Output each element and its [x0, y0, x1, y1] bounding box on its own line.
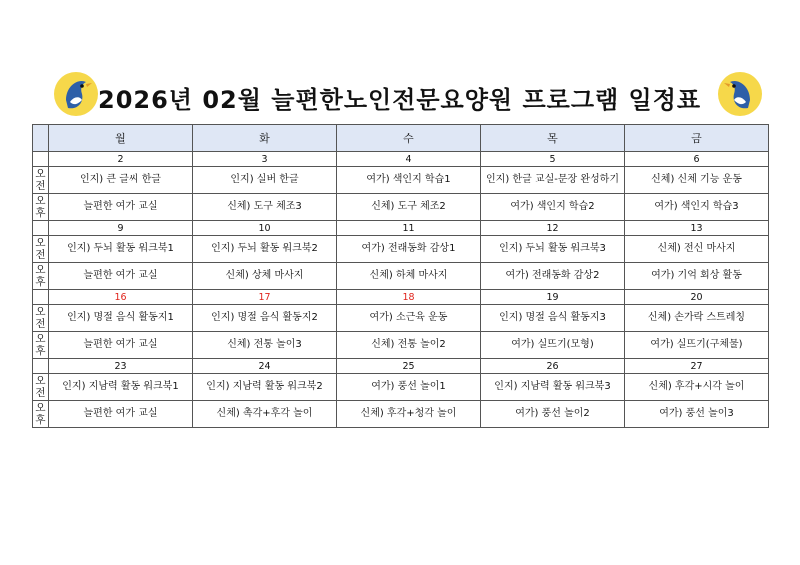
activity-cell: 인지) 두뇌 활동 워크북2: [193, 236, 337, 263]
activity-cell: 여가) 색인지 학습2: [481, 194, 625, 221]
date-row-side: [33, 359, 49, 374]
am-label: 오 전: [33, 374, 49, 401]
bird-icon: [716, 70, 764, 118]
header-thu: 목: [481, 125, 625, 152]
am-row: [33, 167, 769, 194]
activity-cell: 여가) 풍선 놀이1: [337, 374, 481, 401]
activity-cell: 인지) 명절 음식 활동지3: [481, 305, 625, 332]
activity-cell: 여가) 전래동화 감상2: [481, 263, 625, 290]
activity-cell: 늘편한 여가 교실: [49, 332, 193, 359]
activity-cell: 늘편한 여가 교실: [49, 263, 193, 290]
header-row: [33, 125, 769, 152]
date-cell: 27: [625, 359, 769, 374]
pm-row: [33, 194, 769, 221]
am-label: 오 전: [33, 236, 49, 263]
pm-row: [33, 263, 769, 290]
activity-cell: 신체) 하체 마사지: [337, 263, 481, 290]
date-cell: 13: [625, 221, 769, 236]
date-row-side: [33, 152, 49, 167]
activity-cell: 신체) 손가락 스트레칭: [625, 305, 769, 332]
pm-row: [33, 401, 769, 428]
activity-cell: 인지) 지남력 활동 워크북2: [193, 374, 337, 401]
activity-cell: 신체) 도구 체조2: [337, 194, 481, 221]
header-fri: 금: [625, 125, 769, 152]
activity-cell: 인지) 두뇌 활동 워크북1: [49, 236, 193, 263]
activity-cell: 신체) 후각+청각 놀이: [337, 401, 481, 428]
date-cell: 2: [49, 152, 193, 167]
activity-cell: 신체) 전신 마사지: [625, 236, 769, 263]
header-tue: 화: [193, 125, 337, 152]
date-cell: 24: [193, 359, 337, 374]
activity-cell: 신체) 후각+시각 놀이: [625, 374, 769, 401]
activity-cell: 인지) 명절 음식 활동지1: [49, 305, 193, 332]
date-cell: 4: [337, 152, 481, 167]
date-cell: 23: [49, 359, 193, 374]
date-cell: 5: [481, 152, 625, 167]
activity-cell: 신체) 전통 놀이2: [337, 332, 481, 359]
pm-label: 오 후: [33, 401, 49, 428]
header-mon: 월: [49, 125, 193, 152]
activity-cell: 늘편한 여가 교실: [49, 194, 193, 221]
date-cell: 26: [481, 359, 625, 374]
activity-cell: 여가) 풍선 놀이3: [625, 401, 769, 428]
activity-cell: 인지) 두뇌 활동 워크북3: [481, 236, 625, 263]
date-cell: 10: [193, 221, 337, 236]
date-row-side: [33, 221, 49, 236]
pm-label: 오 후: [33, 332, 49, 359]
date-cell: 16: [49, 290, 193, 305]
date-cell: 9: [49, 221, 193, 236]
am-label: 오 전: [33, 305, 49, 332]
activity-cell: 신체) 전통 놀이3: [193, 332, 337, 359]
activity-cell: 여가) 실뜨기(구체물): [625, 332, 769, 359]
activity-cell: 여가) 소근육 운동: [337, 305, 481, 332]
schedule-body: [33, 152, 769, 428]
date-cell: 18: [337, 290, 481, 305]
activity-cell: 인지) 지남력 활동 워크북3: [481, 374, 625, 401]
date-row: [33, 221, 769, 236]
date-row: [33, 290, 769, 305]
date-cell: 20: [625, 290, 769, 305]
activity-cell: 인지) 지남력 활동 워크북1: [49, 374, 193, 401]
date-cell: 25: [337, 359, 481, 374]
date-cell: 12: [481, 221, 625, 236]
am-row: [33, 305, 769, 332]
activity-cell: 인지) 한글 교실-문장 완성하기: [481, 167, 625, 194]
activity-cell: 인지) 큰 글씨 한글: [49, 167, 193, 194]
activity-cell: 신체) 도구 체조3: [193, 194, 337, 221]
date-row-side: [33, 290, 49, 305]
activity-cell: 신체) 촉각+후각 놀이: [193, 401, 337, 428]
activity-cell: 인지) 실버 한글: [193, 167, 337, 194]
pm-row: [33, 332, 769, 359]
activity-cell: 늘편한 여가 교실: [49, 401, 193, 428]
am-row: [33, 236, 769, 263]
date-row: [33, 359, 769, 374]
date-row: [33, 152, 769, 167]
pm-label: 오 후: [33, 194, 49, 221]
date-cell: 19: [481, 290, 625, 305]
schedule-table: [32, 124, 769, 428]
bird-icon: [52, 70, 100, 118]
am-row: [33, 374, 769, 401]
activity-cell: 여가) 기억 회상 활동: [625, 263, 769, 290]
activity-cell: 신체) 상체 마사지: [193, 263, 337, 290]
header-wed: 수: [337, 125, 481, 152]
activity-cell: 신체) 신체 기능 운동: [625, 167, 769, 194]
activity-cell: 여가) 색인지 학습1: [337, 167, 481, 194]
am-label: 오 전: [33, 167, 49, 194]
date-cell: 3: [193, 152, 337, 167]
activity-cell: 여가) 실뜨기(모형): [481, 332, 625, 359]
title-area: [0, 68, 800, 118]
date-cell: 11: [337, 221, 481, 236]
page-title: 2026년 02월 늘편한노인전문요양원 프로그램 일정표: [98, 86, 702, 114]
activity-cell: 여가) 색인지 학습3: [625, 194, 769, 221]
pm-label: 오 후: [33, 263, 49, 290]
date-cell: 6: [625, 152, 769, 167]
activity-cell: 여가) 풍선 놀이2: [481, 401, 625, 428]
activity-cell: 인지) 명절 음식 활동지2: [193, 305, 337, 332]
corner-cell: [33, 125, 49, 152]
date-cell: 17: [193, 290, 337, 305]
activity-cell: 여가) 전래동화 감상1: [337, 236, 481, 263]
